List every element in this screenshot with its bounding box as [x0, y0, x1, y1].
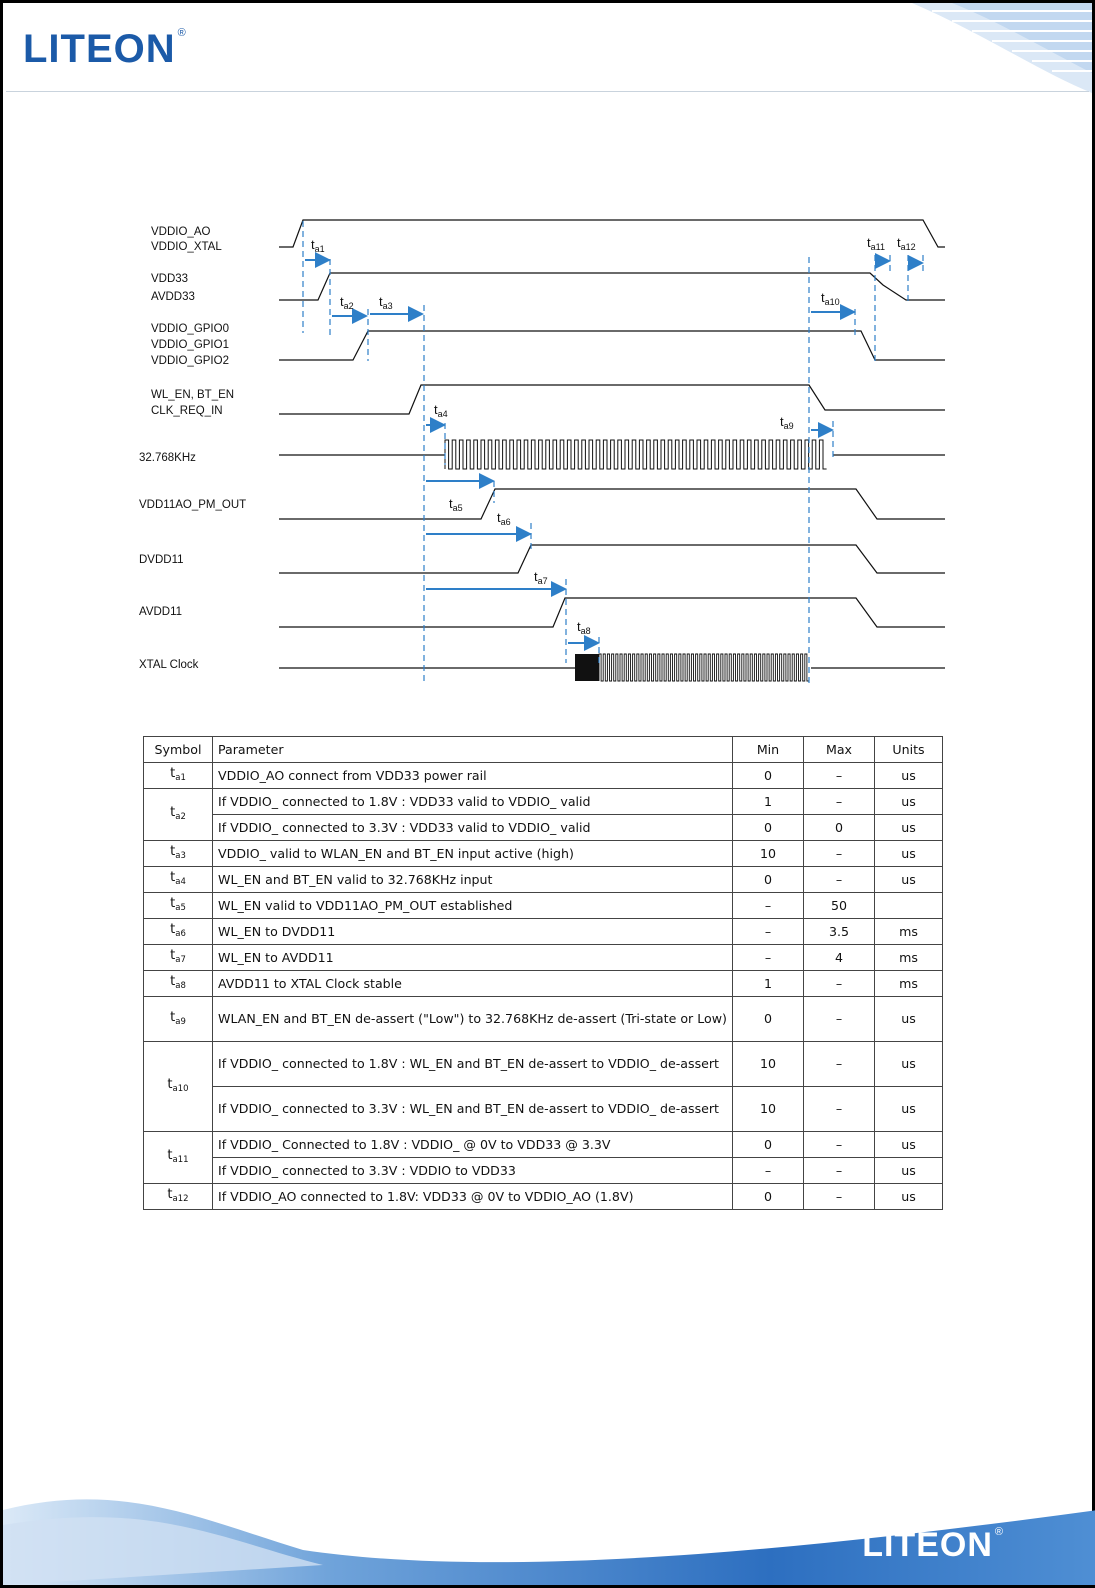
min-cell: –: [733, 893, 804, 919]
xtal-startup-burst: [575, 654, 599, 681]
units-cell: us: [875, 841, 943, 867]
timing-label-ta11: $t_{a11}$: [867, 235, 885, 252]
signal-label: VDD33: [151, 273, 189, 285]
liteon-logo-footer: LITEON ®: [862, 1526, 1004, 1564]
units-cell: ms: [875, 971, 943, 997]
parameter-cell: If VDDIO_ Connected to 1.8V : VDDIO_ @ 0V to VDD33 @ 3.3V: [213, 1132, 733, 1158]
signal-label: AVDD33: [151, 291, 195, 303]
symbol-cell: $t_{a1}$: [144, 763, 213, 789]
min-cell: 0: [733, 1184, 804, 1210]
signal-label: VDDIO_XTAL: [151, 241, 222, 253]
units-cell: us: [875, 763, 943, 789]
table-row: [144, 919, 943, 945]
col-header-max: Max: [804, 737, 875, 763]
max-cell: –: [804, 1158, 875, 1184]
signal-label: DVDD11: [139, 554, 184, 566]
symbol-cell: $t_{a9}$: [144, 997, 213, 1042]
symbol-cell: $t_{a8}$: [144, 971, 213, 997]
units-cell: us: [875, 1184, 943, 1210]
parameter-cell: If VDDIO_ connected to 3.3V : WL_EN and BT_EN de-assert to VDDIO_ de-assert: [213, 1087, 733, 1132]
table-row: [144, 815, 943, 841]
units-cell: us: [875, 1042, 943, 1087]
signal-label: CLK_REQ_IN: [151, 405, 223, 417]
min-cell: 0: [733, 763, 804, 789]
parameter-cell: If VDDIO_ connected to 1.8V : VDD33 valid to VDDIO_ valid: [213, 789, 733, 815]
parameter-cell: WL_EN to DVDD11: [213, 919, 733, 945]
units-cell: us: [875, 997, 943, 1042]
table-row: [144, 841, 943, 867]
units-cell: ms: [875, 945, 943, 971]
units-cell: us: [875, 1087, 943, 1132]
min-cell: 0: [733, 1132, 804, 1158]
timing-label-ta7: $t_{a7}$: [534, 569, 548, 586]
signal-label: VDD11AO_PM_OUT: [139, 499, 247, 511]
units-cell: us: [875, 789, 943, 815]
timing-label-ta6: $t_{a6}$: [497, 510, 511, 527]
min-cell: 1: [733, 789, 804, 815]
table-row: [144, 1132, 943, 1158]
min-cell: 1: [733, 971, 804, 997]
table-row: [144, 867, 943, 893]
timing-label-ta9: $t_{a9}$: [780, 414, 794, 431]
parameter-cell: AVDD11 to XTAL Clock stable: [213, 971, 733, 997]
units-cell: us: [875, 1132, 943, 1158]
symbol-cell: $t_{a2}$: [144, 789, 213, 841]
max-cell: –: [804, 971, 875, 997]
signal-label: VDDIO_GPIO2: [151, 355, 229, 367]
table-row: [144, 971, 943, 997]
waveform-vdd11ao-pm-out: [279, 489, 945, 519]
waveform-32k-clock: [445, 440, 827, 469]
max-cell: 50: [804, 893, 875, 919]
signal-label: VDDIO_GPIO1: [151, 339, 229, 351]
units-cell: [875, 893, 943, 919]
max-cell: –: [804, 1087, 875, 1132]
waveform-avdd11: [279, 598, 945, 627]
signal-label: 32.768KHz: [139, 452, 196, 464]
min-cell: 10: [733, 841, 804, 867]
max-cell: 4: [804, 945, 875, 971]
timing-label-ta5: $t_{a5}$: [449, 496, 463, 513]
symbol-cell: $t_{a10}$: [144, 1042, 213, 1132]
power-sequence-timing-diagram: [3, 208, 1095, 698]
max-cell: –: [804, 763, 875, 789]
liteon-logo-header: LITEON ®: [23, 27, 187, 71]
col-header-symbol: Symbol: [144, 737, 213, 763]
signal-label: XTAL Clock: [139, 659, 199, 671]
header-swoosh-graphic: [872, 3, 1092, 93]
units-cell: us: [875, 815, 943, 841]
max-cell: 3.5: [804, 919, 875, 945]
signal-label: VDDIO_GPIO0: [151, 323, 229, 335]
timing-label-ta10: $t_{a10}$: [821, 290, 840, 307]
table-row: [144, 763, 943, 789]
parameter-cell: If VDDIO_ connected to 3.3V : VDD33 valid to VDDIO_ valid: [213, 815, 733, 841]
min-cell: 0: [733, 867, 804, 893]
max-cell: –: [804, 841, 875, 867]
timing-label-ta4: $t_{a4}$: [434, 402, 448, 419]
max-cell: –: [804, 789, 875, 815]
max-cell: –: [804, 1184, 875, 1210]
min-cell: –: [733, 1158, 804, 1184]
units-cell: ms: [875, 919, 943, 945]
timing-label-ta3: $t_{a3}$: [379, 294, 393, 311]
symbol-cell: $t_{a4}$: [144, 867, 213, 893]
timing-label-ta2: $t_{a2}$: [340, 294, 354, 311]
min-cell: 10: [733, 1087, 804, 1132]
parameter-cell: WL_EN valid to VDD11AO_PM_OUT established: [213, 893, 733, 919]
timing-label-ta1: $t_{a1}$: [311, 237, 325, 254]
min-cell: –: [733, 945, 804, 971]
min-cell: 10: [733, 1042, 804, 1087]
max-cell: –: [804, 997, 875, 1042]
min-cell: 0: [733, 997, 804, 1042]
table-row: [144, 997, 943, 1042]
symbol-cell: $t_{a7}$: [144, 945, 213, 971]
units-cell: us: [875, 867, 943, 893]
waveform-vddio-gpio: [279, 331, 945, 360]
waveform-dvdd11: [279, 545, 945, 573]
header-divider: [6, 91, 1089, 92]
table-row: [144, 1184, 943, 1210]
min-cell: 0: [733, 815, 804, 841]
waveform-wl-en: [279, 385, 945, 414]
table-header-row: [144, 737, 943, 763]
table-row: [144, 1087, 943, 1132]
timing-label-ta12: $t_{a12}$: [897, 235, 916, 252]
table-row: [144, 945, 943, 971]
parameter-cell: VDDIO_AO connect from VDD33 power rail: [213, 763, 733, 789]
table-row: [144, 893, 943, 919]
symbol-cell: $t_{a5}$: [144, 893, 213, 919]
max-cell: –: [804, 1042, 875, 1087]
symbol-cell: $t_{a6}$: [144, 919, 213, 945]
parameter-cell: WLAN_EN and BT_EN de-assert ("Low") to 32.768KHz de-assert (Tri-state or Low): [213, 997, 733, 1042]
table-row: [144, 789, 943, 815]
max-cell: 0: [804, 815, 875, 841]
parameter-cell: WL_EN and BT_EN valid to 32.768KHz input: [213, 867, 733, 893]
col-header-parameter: Parameter: [213, 737, 733, 763]
table-row: [144, 1042, 943, 1087]
parameter-cell: If VDDIO_AO connected to 1.8V: VDD33 @ 0V to VDDIO_AO (1.8V): [213, 1184, 733, 1210]
col-header-min: Min: [733, 737, 804, 763]
signal-label: VDDIO_AO: [151, 226, 211, 238]
units-cell: us: [875, 1158, 943, 1184]
parameter-cell: If VDDIO_ connected to 3.3V : VDDIO to VDD33: [213, 1158, 733, 1184]
waveform-xtal-clock: [599, 654, 809, 681]
col-header-units: Units: [875, 737, 943, 763]
min-cell: –: [733, 919, 804, 945]
timing-parameter-table: [143, 736, 943, 1210]
symbol-cell: $t_{a3}$: [144, 841, 213, 867]
table-row: [144, 1158, 943, 1184]
max-cell: –: [804, 1132, 875, 1158]
timing-label-ta8: $t_{a8}$: [577, 619, 591, 636]
waveform-vddio-ao: [279, 220, 945, 247]
signal-label: AVDD11: [139, 606, 183, 618]
signal-label: WL_EN, BT_EN: [151, 389, 235, 401]
parameter-cell: WL_EN to AVDD11: [213, 945, 733, 971]
symbol-cell: $t_{a11}$: [144, 1132, 213, 1184]
symbol-cell: $t_{a12}$: [144, 1184, 213, 1210]
max-cell: –: [804, 867, 875, 893]
parameter-cell: If VDDIO_ connected to 1.8V : WL_EN and BT_EN de-assert to VDDIO_ de-assert: [213, 1042, 733, 1087]
parameter-cell: VDDIO_ valid to WLAN_EN and BT_EN input active (high): [213, 841, 733, 867]
